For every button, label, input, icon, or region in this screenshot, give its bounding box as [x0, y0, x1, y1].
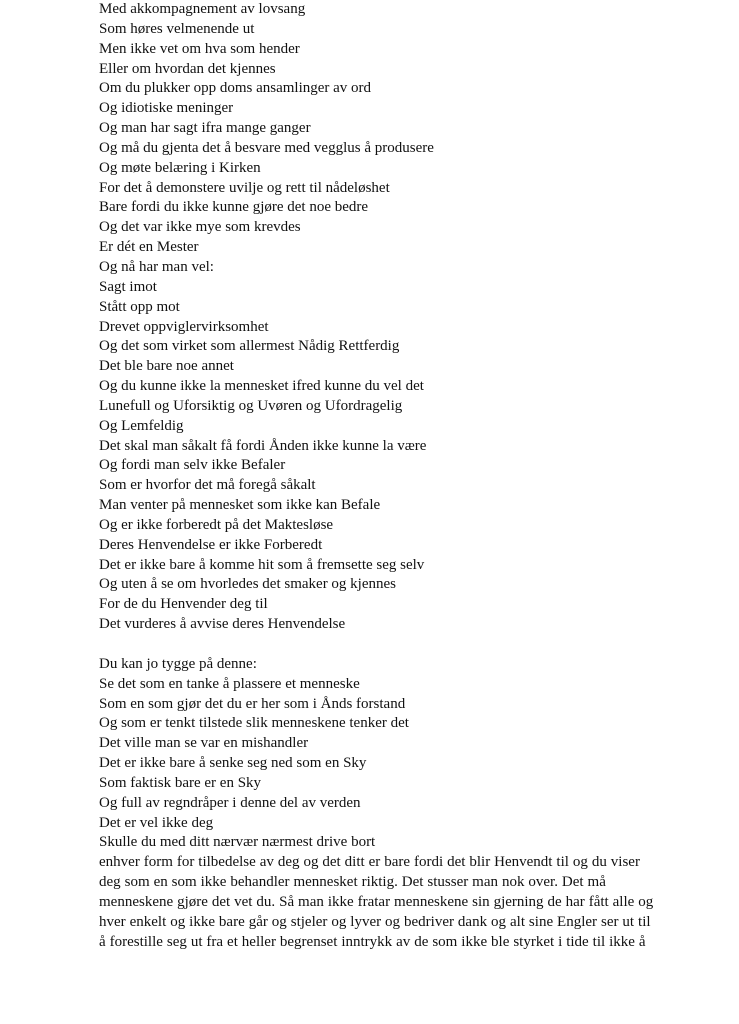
- text-line: Og møte belæring i Kirken: [99, 159, 261, 176]
- text-line: Stått opp mot: [99, 298, 180, 315]
- text-line: menneskene gjøre det vet du. Så man ikke fratar menneskene sin gjerning de har fått alle og: [99, 893, 654, 910]
- text-line: hver enkelt og ikke bare går og stjeler og lyver og bedriver dank og alt sine Engler ser ut til: [99, 913, 651, 930]
- document-text: [99, 0, 699, 953]
- text-line: Sagt imot: [99, 278, 157, 295]
- text-line: Deres Henvendelse er ikke Forberedt: [99, 536, 323, 553]
- text-line: Det er ikke bare å komme hit som å fremsette seg selv: [99, 556, 425, 573]
- text-line: Se det som en tanke å plassere et menneske: [99, 675, 360, 692]
- text-line: Men ikke vet om hva som hender: [99, 40, 300, 57]
- text-line: Drevet oppviglervirksomhet: [99, 318, 269, 335]
- text-line: å forestille seg ut fra et heller begrenset inntrykk av de som ikke ble styrket i tide til ikke å: [99, 933, 646, 950]
- text-line: Og som er tenkt tilstede slik menneskene tenker det: [99, 715, 409, 732]
- text-line: Og full av regndråper i denne del av verden: [99, 794, 361, 811]
- stanza-1: [99, 0, 699, 635]
- text-line: Skulle du med ditt nærvær nærmest drive bort: [99, 834, 376, 851]
- text-line: Er dét en Mester: [99, 239, 199, 256]
- text-line: Og må du gjenta det å besvare med vegglus å produsere: [99, 139, 434, 156]
- text-line: enhver form for tilbedelse av deg og det ditt er bare fordi det blir Henvendt til og du viser: [99, 854, 640, 871]
- text-line: Lunefull og Uforsiktig og Uvøren og Ufordragelig: [99, 397, 403, 414]
- text-line: Som en som gjør det du er her som i Ånds forstand: [99, 695, 406, 712]
- stanza-2: [99, 655, 699, 853]
- text-line: Om du plukker opp doms ansamlinger av ord: [99, 80, 372, 97]
- text-line: Du kan jo tygge på denne:: [99, 655, 257, 672]
- text-line: Og det var ikke mye som krevdes: [99, 219, 301, 236]
- text-line: For det å demonstere uvilje og rett til nådeløshet: [99, 179, 390, 196]
- text-line: Man venter på mennesket som ikke kan Befale: [99, 497, 381, 514]
- text-line: Som høres velmenende ut: [99, 20, 255, 37]
- text-line: deg som en som ikke behandler mennesket riktig. Det stusser man nok over. Det må: [99, 874, 606, 891]
- text-line: Som er hvorfor det må foregå såkalt: [99, 477, 316, 494]
- text-line: Bare fordi du ikke kunne gjøre det noe bedre: [99, 199, 369, 216]
- text-line: Og du kunne ikke la mennesket ifred kunne du vel det: [99, 378, 424, 395]
- text-line: Og Lemfeldig: [99, 417, 184, 434]
- text-line: Det ville man se var en mishandler: [99, 735, 309, 752]
- text-line: Det ble bare noe annet: [99, 358, 234, 375]
- text-line: Det vurderes å avvise deres Henvendelse: [99, 616, 346, 633]
- text-line: Det skal man såkalt få fordi Ånden ikke kunne la være: [99, 437, 427, 454]
- text-line: Og det som virket som allermest Nådig Rettferdig: [99, 338, 400, 355]
- stanza-break: [99, 635, 699, 655]
- text-line: Som faktisk bare er en Sky: [99, 774, 262, 791]
- text-line: Og nå har man vel:: [99, 258, 214, 275]
- text-line: Og uten å se om hvorledes det smaker og kjennes: [99, 576, 397, 593]
- text-line: Eller om hvordan det kjennes: [99, 60, 276, 77]
- text-line: Det er ikke bare å senke seg ned som en Sky: [99, 755, 367, 772]
- text-line: Med akkompagnement av lovsang: [99, 1, 306, 17]
- prose-paragraph: [99, 853, 689, 952]
- text-line: For de du Henvender deg til: [99, 596, 268, 613]
- text-line: Og idiotiske meninger: [99, 100, 234, 117]
- text-line: Og man har sagt ifra mange ganger: [99, 120, 311, 137]
- text-line: Det er vel ikke deg: [99, 814, 214, 831]
- text-line: Og fordi man selv ikke Befaler: [99, 457, 286, 474]
- text-line: Og er ikke forberedt på det Maktesløse: [99, 516, 334, 533]
